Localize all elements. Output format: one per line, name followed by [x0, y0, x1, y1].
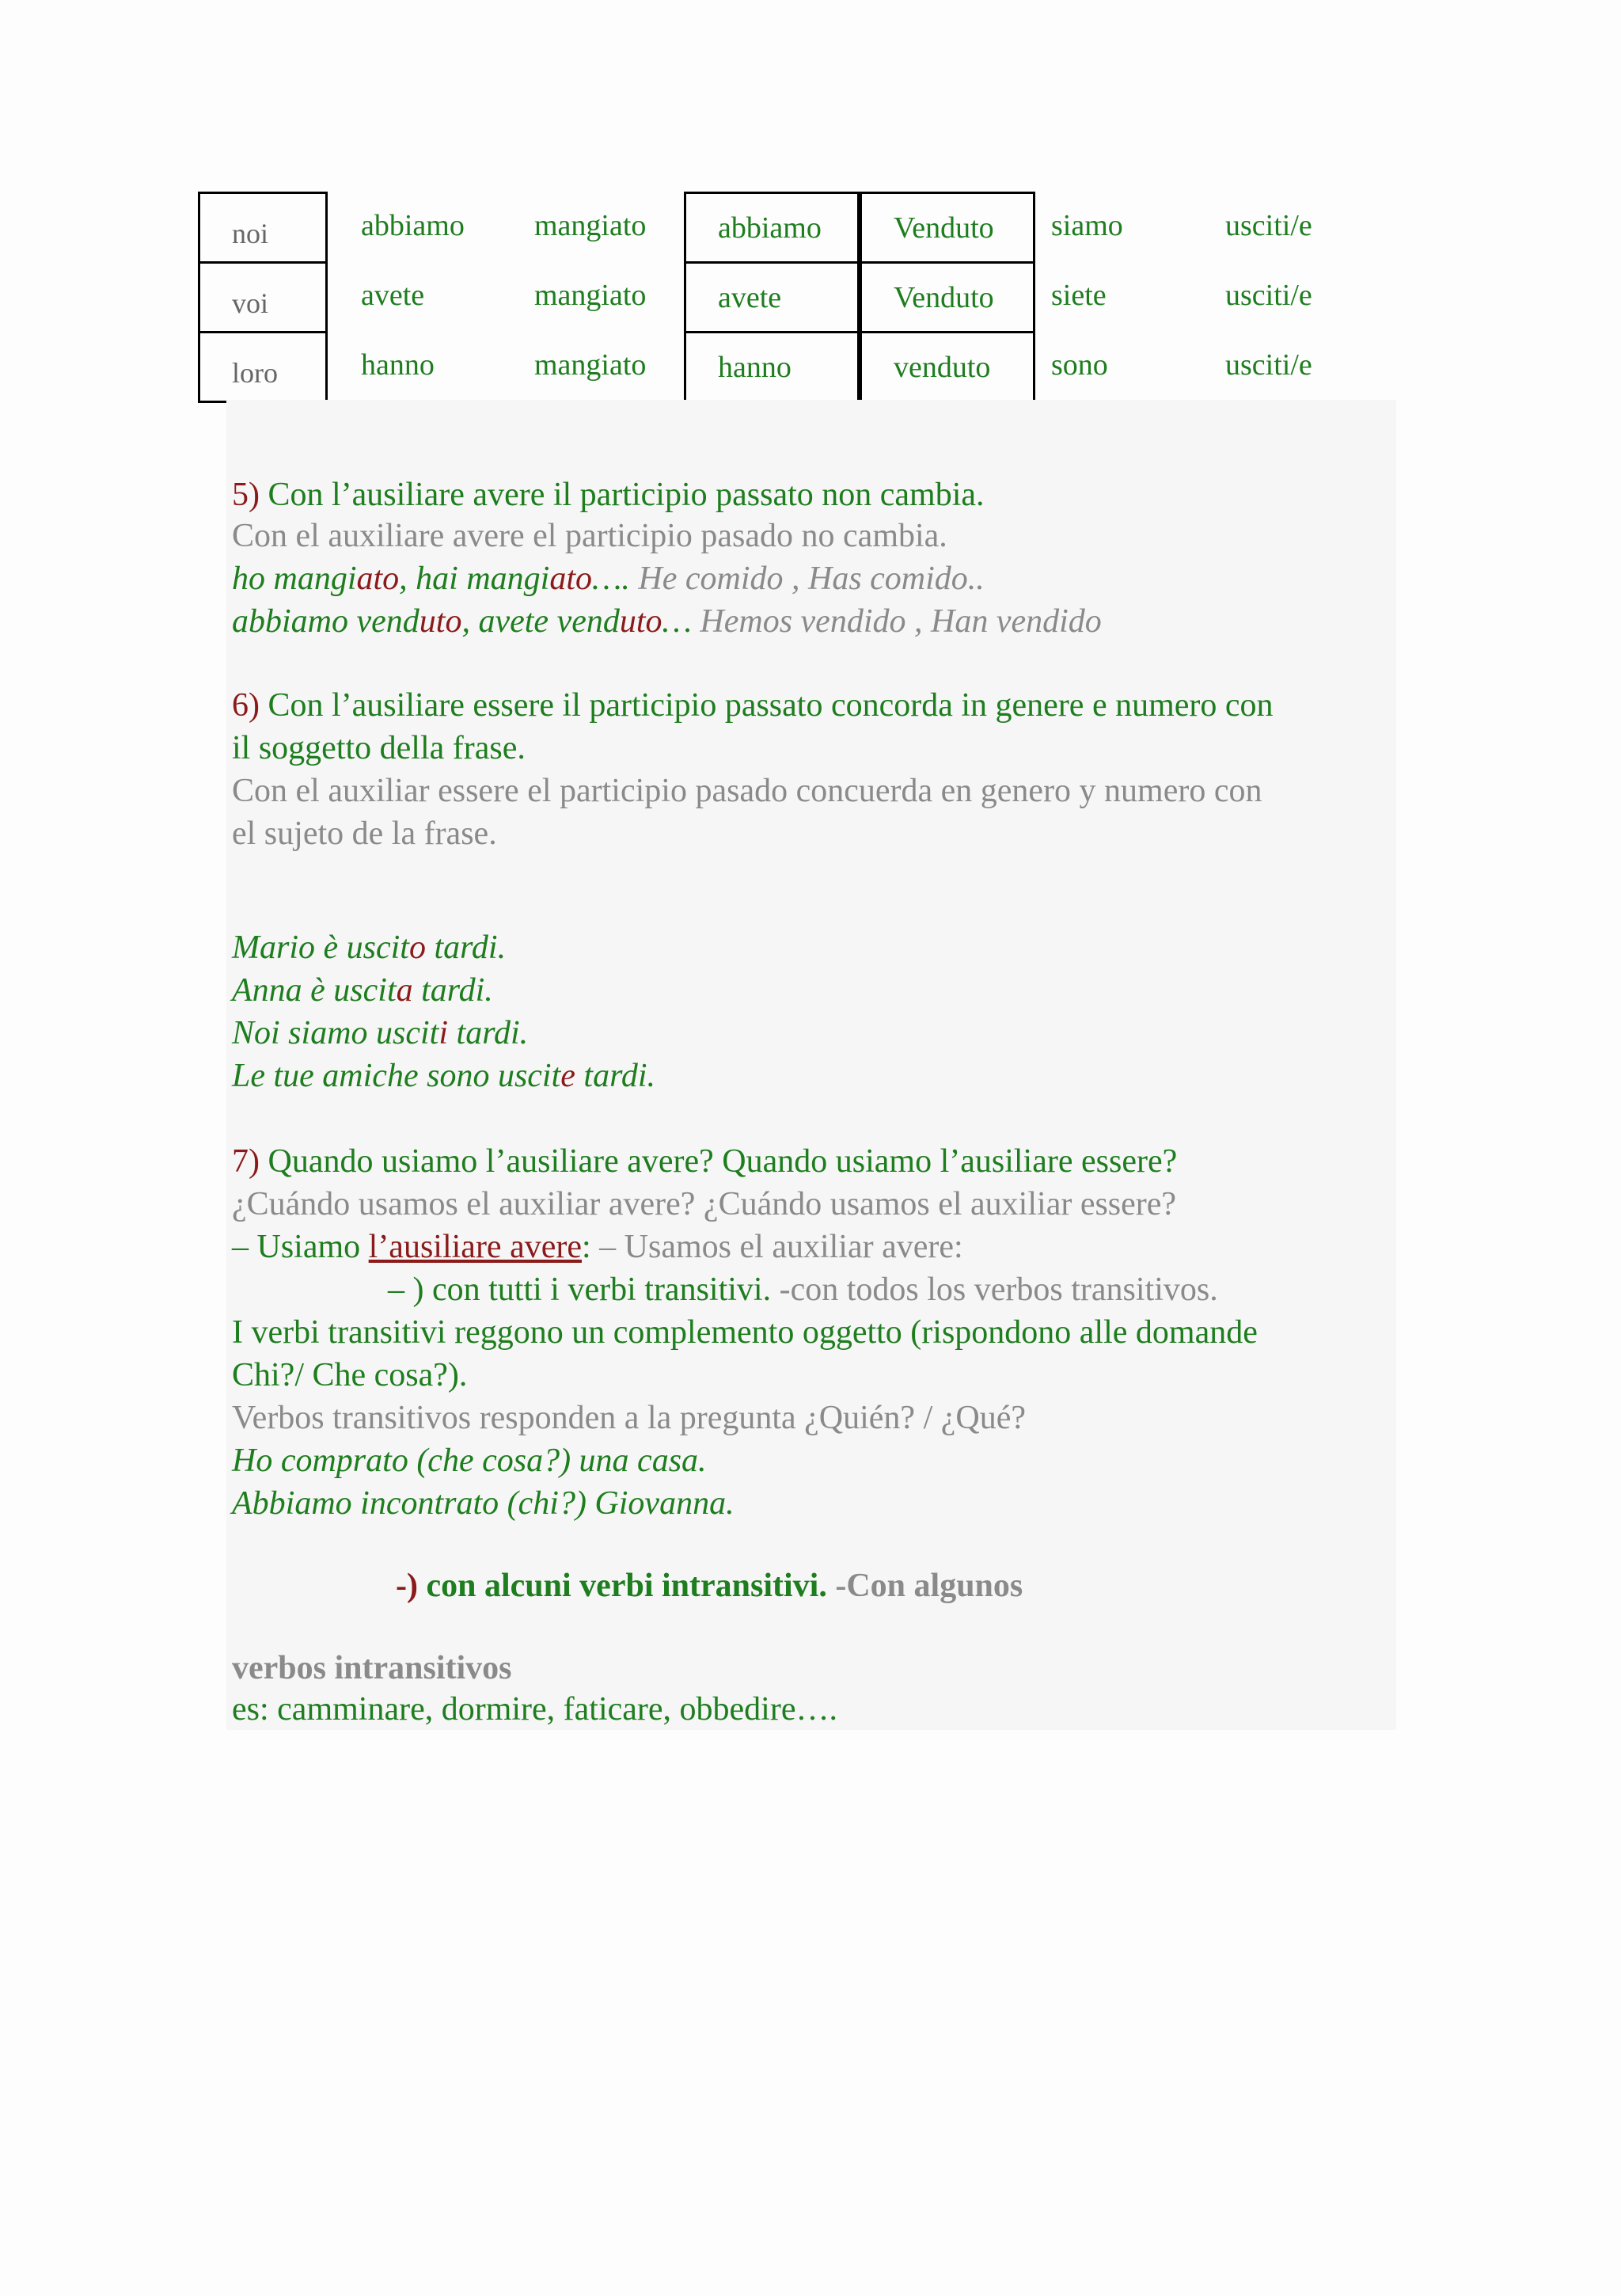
s7-title: 7) Quando usiamo l’ausiliare avere? Quando usiamo l’ausiliare essere?	[232, 1143, 1178, 1180]
s7-bullet-intransitivi: -) con alcuni verbi intransitivi. -Con algunos	[396, 1568, 1023, 1604]
conjugation-table	[198, 192, 1393, 401]
s6-example-1: Mario è uscito tardi.	[232, 929, 507, 966]
s5-title: 5) Con l’ausiliare avere il participio passato non cambia.	[232, 477, 985, 513]
table-cell-mangiato: mangiato	[534, 209, 647, 242]
table-cell-usciti: usciti/e	[1225, 209, 1312, 242]
s6-example-4: Le tue amiche sono uscite tardi.	[232, 1058, 656, 1094]
s7-examples-list: es: camminare, dormire, faticare, obbedire….	[232, 1691, 837, 1728]
table-cell-avere_aux2: abbiamo	[684, 192, 860, 264]
table-cell-venduto: Venduto	[860, 261, 1035, 333]
table-cell-venduto: Venduto	[860, 192, 1035, 264]
table-cell-essere_aux: sono	[1051, 348, 1108, 382]
table-cell-pronoun: noi	[198, 192, 328, 264]
s5-example-1: ho mangiato, hai mangiato…. He comido , Has comido..	[232, 561, 985, 597]
table-cell-avere_aux: abbiamo	[361, 209, 465, 242]
s7-bullet-transitivi: – ) con tutti i verbi transitivi. -con todos los verbos transitivos.	[388, 1272, 1218, 1308]
table-cell-mangiato: mangiato	[534, 348, 647, 382]
table-cell-essere_aux: siete	[1051, 279, 1107, 312]
table-cell-avere_aux2: avete	[684, 261, 860, 333]
s6-example-2: Anna è uscita tardi.	[232, 972, 493, 1009]
table-cell-essere_aux: siamo	[1051, 209, 1123, 242]
ausiliare-avere-link[interactable]: l’ausiliare avere	[368, 1229, 582, 1265]
s7-example-2: Abbiamo incontrato (chi?) Giovanna.	[232, 1485, 735, 1522]
table-cell-pronoun: loro	[198, 331, 328, 403]
s7-transitivi-translation: Verbos transitivos responden a la pregunta ¿Quién? / ¿Qué?	[232, 1400, 1026, 1436]
s7-example-1: Ho comprato (che cosa?) una casa.	[232, 1443, 707, 1479]
s6-translation-line1: Con el auxiliar essere el participio pasado concuerda en genero y numero con	[232, 773, 1262, 809]
s6-title-line1: 6) Con l’ausiliare essere il participio passato concorda in genere e numero con	[232, 687, 1274, 724]
s5-translation: Con el auxiliare avere el participio pasado no cambia.	[232, 518, 947, 554]
table-cell-usciti: usciti/e	[1225, 348, 1312, 382]
table-cell-avere_aux: avete	[361, 279, 425, 312]
table-cell-venduto: venduto	[860, 331, 1035, 403]
s6-title-line2: il soggetto della frase.	[232, 730, 526, 766]
s7-usiamo-line: – Usiamo l’ausiliare avere: – Usamos el auxiliar avere:	[232, 1229, 963, 1265]
s7-transitivi-line1: I verbi transitivi reggono un complemento oggetto (rispondono alle domande	[232, 1314, 1258, 1351]
s5-example-2: abbiamo venduto, avete venduto… Hemos vendido , Han vendido	[232, 603, 1102, 640]
s6-example-3: Noi siamo usciti tardi.	[232, 1015, 529, 1051]
s7-translation: ¿Cuándo usamos el auxiliar avere? ¿Cuándo usamos el auxiliar essere?	[232, 1186, 1177, 1222]
table-cell-mangiato: mangiato	[534, 279, 647, 312]
s6-translation-line2: el sujeto de la frase.	[232, 815, 497, 852]
table-cell-avere_aux: hanno	[361, 348, 435, 382]
table-cell-avere_aux2: hanno	[684, 331, 860, 403]
s7-transitivi-line2: Chi?/ Che cosa?).	[232, 1357, 468, 1393]
s7-intransitivi-translation: verbos intransitivos	[232, 1650, 512, 1686]
table-cell-pronoun: voi	[198, 261, 328, 333]
table-cell-usciti: usciti/e	[1225, 279, 1312, 312]
